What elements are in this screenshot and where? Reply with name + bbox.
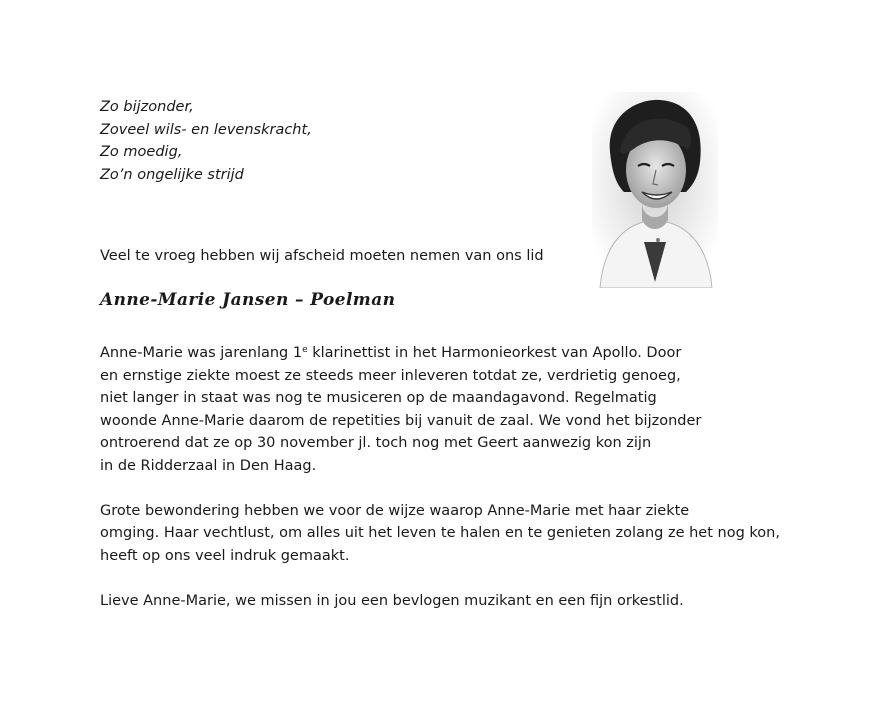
paragraph-line: heeft op ons veel indruk gemaakt.	[100, 547, 350, 564]
paragraph-3	[100, 590, 800, 613]
paragraph-line: ontroerend dat ze op 30 november jl. toch nog met Geert aanwezig kon zijn	[100, 435, 652, 451]
deceased-name: Anne-Marie Jansen – Poelman	[100, 290, 396, 310]
poem-line: Zo bijzonder,	[100, 99, 194, 115]
paragraph-line: Grote bewondering hebben we voor de wijze waarop Anne-Marie met haar ziekte	[100, 502, 690, 519]
paragraph-line	[100, 342, 800, 365]
paragraph-line: en ernstige ziekte moest ze steeds meer inleveren totdat ze, verdrietig genoeg,	[100, 367, 681, 384]
poem-line: Zo moedig,	[100, 144, 183, 160]
portrait-photo	[592, 92, 718, 288]
portrait-illustration	[592, 92, 718, 288]
ordinal-superscript: e	[302, 345, 308, 355]
paragraph-line: in de Ridderzaal in Den Haag.	[100, 457, 317, 474]
paragraph-line: woonde Anne-Marie daarom de repetities bij vanuit de zaal. We vond het bijzonder	[100, 412, 702, 429]
intro-sentence: Veel te vroeg hebben wij afscheid moeten nemen van ons lid	[100, 248, 544, 264]
poem	[100, 96, 312, 186]
poem-line: Zoveel wils- en levenskracht,	[100, 121, 312, 138]
poem-line: Zo’n ongelijke strijd	[100, 166, 244, 183]
line-part: klarinettist in het Harmonieorkest van Apollo. Door	[307, 345, 682, 361]
line-part: Anne-Marie was jarenlang 1	[100, 345, 303, 361]
paragraph-line: Lieve Anne-Marie, we missen in jou een bevlogen muzikant en een fijn orkestlid.	[100, 592, 684, 609]
paragraph-line: omging. Haar vechtlust, om alles uit het leven te halen en te genieten zolang ze het nog kon,	[100, 525, 780, 541]
paragraph-line: niet langer in staat was nog te musiceren op de maandagavond. Regelmatig	[100, 390, 657, 406]
memorial-text	[100, 342, 800, 635]
paragraph-1	[100, 342, 800, 477]
paragraph-2	[100, 500, 800, 568]
